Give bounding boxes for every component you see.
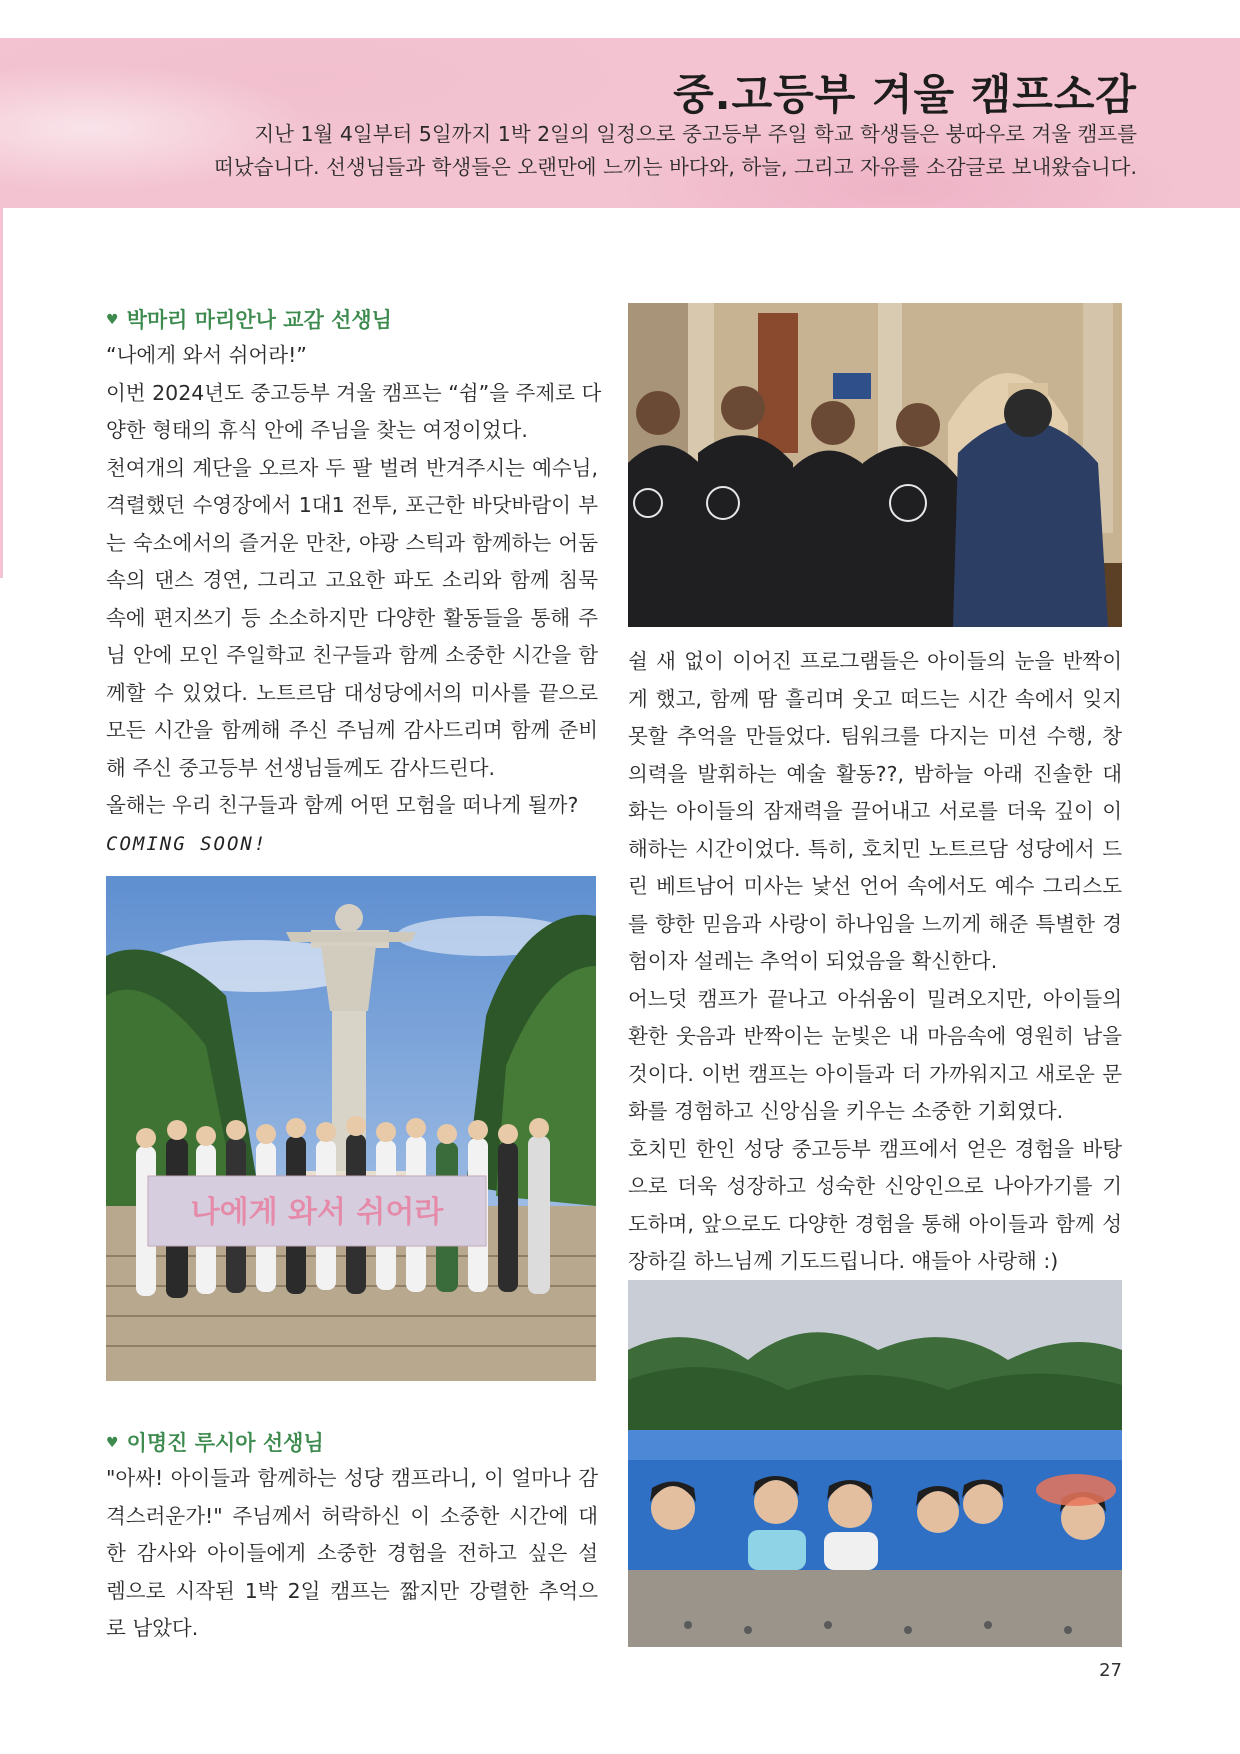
left-column bbox=[106, 303, 602, 863]
intro-text bbox=[137, 118, 1137, 184]
section2-paragraph bbox=[106, 1460, 598, 1648]
author-heading bbox=[106, 1426, 598, 1460]
intro-line: 지난 1월 4일부터 5일까지 1박 2일의 일정으로 중고등부 주일 학교 학생들은 붕따우로 겨울 캠프를 bbox=[254, 122, 1137, 146]
text-line: 격스러운가!" 주님께서 허락하신 이 소중한 시간에 대 bbox=[106, 1503, 598, 1528]
intro-line: 떠났습니다. 선생님들과 학생들은 오랜만에 느끼는 바다와, 하늘, 그리고 자유를 소감글로 보내왔습니다. bbox=[214, 155, 1137, 179]
text-line: 호치민 한인 성당 중고등부 캠프에서 얻은 경험을 바탕 bbox=[628, 1136, 1122, 1161]
coming-soon-text: COMING SOON! bbox=[106, 832, 268, 855]
text-line: 것이다. 이번 캠프는 아이들과 더 가까워지고 새로운 문 bbox=[628, 1061, 1122, 1086]
text-line: 린 베트남어 미사는 낯선 언어 속에서도 예수 그리스도 bbox=[628, 874, 1122, 898]
group-photo-statue bbox=[106, 876, 596, 1381]
text-line: 의력을 발휘하는 예술 활동??, 밤하늘 아래 진솔한 대 bbox=[628, 761, 1122, 786]
text-line: 올해는 우리 친구들과 함께 어떤 모험을 떠나게 될까? bbox=[106, 793, 579, 817]
text-line: 도하며, 앞으로도 다양한 경험을 통해 아이들과 함께 성 bbox=[628, 1211, 1122, 1236]
text-line: 모든 시간을 함께해 주신 주님께 감사드리며 함께 준비 bbox=[106, 718, 598, 742]
text-line: 해 주신 중고등부 선생님들께도 감사드린다. bbox=[106, 755, 496, 780]
text-line: 장하길 하느님께 기도드립니다. 얘들아 사랑해 :) bbox=[628, 1249, 1059, 1273]
text-line: 를 향한 믿음과 사랑이 하나임을 느끼게 해준 특별한 경 bbox=[628, 911, 1122, 936]
page-number: 27 bbox=[1099, 1660, 1122, 1681]
text-line: 양한 형태의 휴식 안에 주님을 찾는 여정이었다. bbox=[106, 418, 528, 442]
page-title: 중.고등부 겨울 캠프소감 bbox=[673, 70, 1137, 119]
section3-paragraph bbox=[628, 643, 1122, 1281]
text-line: 렘으로 시작된 1박 2일 캠프는 짧지만 강렬한 추억으 bbox=[106, 1578, 598, 1603]
text-line: 격렬했던 수영장에서 1대1 전투, 포근한 바닷바람이 부 bbox=[106, 493, 598, 517]
section1-paragraph bbox=[106, 375, 602, 825]
text-line: 천여개의 계단을 오르자 두 팔 벌려 반겨주시는 예수님, bbox=[106, 455, 598, 480]
text-line: 화를 경험하고 신앙심을 키우는 소중한 기회였다. bbox=[628, 1099, 1064, 1123]
left-column-section2 bbox=[106, 1426, 598, 1648]
heart-icon: ♥ bbox=[106, 1435, 119, 1451]
heart-icon: ♥ bbox=[106, 312, 119, 328]
left-edge-accent bbox=[0, 208, 3, 578]
text-line: 쉴 새 없이 이어진 프로그램들은 아이들의 눈을 반짝이 bbox=[628, 649, 1122, 673]
text-line: 화는 아이들의 잠재력을 끌어내고 서로를 더욱 깊이 이 bbox=[628, 799, 1122, 823]
text-line: 해하는 시간이었다. 특히, 호치민 노트르담 성당에서 드 bbox=[628, 836, 1122, 861]
text-line: "아싸! 아이들과 함께하는 성당 캠프라니, 이 얼마나 감 bbox=[106, 1466, 598, 1490]
text-line: 께할 수 있었다. 노트르담 대성당에서의 미사를 끝으로 bbox=[106, 680, 598, 705]
text-line: 한 감사와 아이들에게 소중한 경험을 전하고 싶은 설 bbox=[106, 1541, 598, 1565]
author-heading bbox=[106, 303, 598, 337]
cathedral-photo bbox=[628, 303, 1122, 627]
text-line: 게 했고, 함께 땀 흘리며 웃고 떠드는 시간 속에서 잊지 bbox=[628, 686, 1122, 711]
pool-photo bbox=[628, 1280, 1122, 1647]
text-line: 못할 추억을 만들었다. 팀워크를 다지는 미션 수행, 창 bbox=[628, 724, 1122, 748]
text-line: 속의 댄스 경연, 그리고 고요한 파도 소리와 함께 침묵 bbox=[106, 568, 598, 592]
text-line: 어느덧 캠프가 끝나고 아쉬움이 밀려오지만, 아이들의 bbox=[628, 986, 1122, 1011]
author-name: 이명진 루시아 선생님 bbox=[126, 1431, 324, 1455]
banner-text: 나에게 와서 쉬어라 bbox=[190, 1195, 444, 1230]
author-name: 박마리 마리안나 교감 선생님 bbox=[126, 308, 392, 332]
text-line: 험이자 설레는 추억이 되었음을 확신한다. bbox=[628, 949, 998, 973]
text-line: 이번 2024년도 중고등부 겨울 캠프는 “쉼”을 주제로 다 bbox=[106, 380, 602, 405]
text-line: 는 숙소에서의 즐거운 만찬, 야광 스틱과 함께하는 어둠 bbox=[106, 530, 598, 555]
text-line: 으로 더욱 성장하고 성숙한 신앙인으로 나아가기를 기 bbox=[628, 1174, 1122, 1198]
text-line: 로 남았다. bbox=[106, 1616, 199, 1640]
text-line: 환한 웃음과 반짝이는 눈빛은 내 마음속에 영원히 남을 bbox=[628, 1024, 1122, 1048]
right-column bbox=[628, 643, 1122, 1281]
text-line: 님 안에 모인 주일학교 친구들과 함께 소중한 시간을 함 bbox=[106, 643, 598, 667]
section1-body bbox=[106, 337, 598, 375]
text-line: “나에게 와서 쉬어라!” bbox=[106, 343, 307, 367]
text-line: 속에 편지쓰기 등 소소하지만 다양한 활동들을 통해 주 bbox=[106, 605, 598, 630]
